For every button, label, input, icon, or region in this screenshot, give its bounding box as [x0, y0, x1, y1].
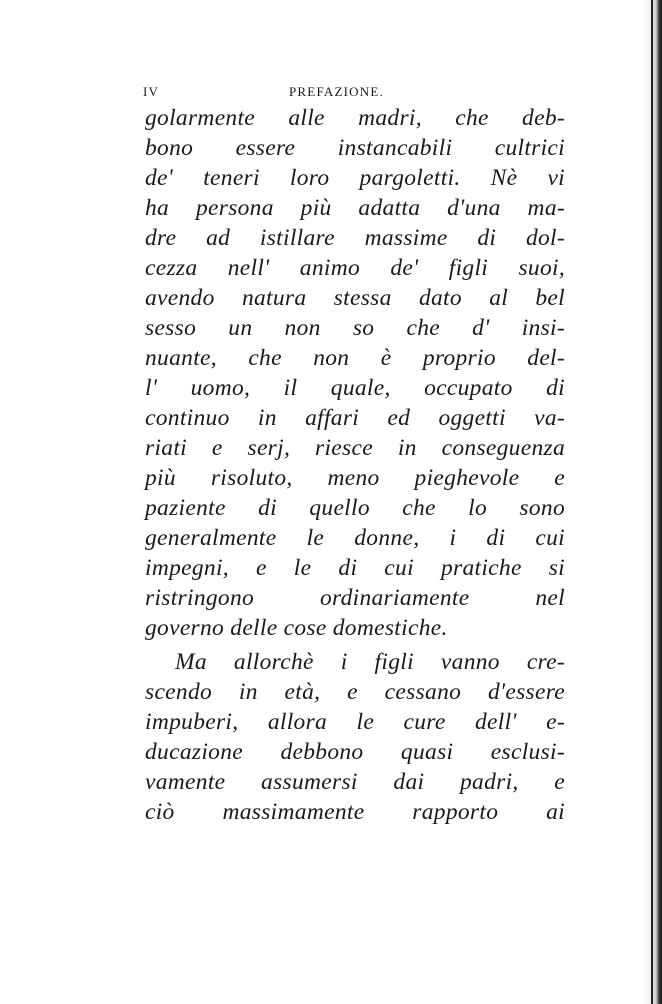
page-edge-line — [651, 0, 653, 1004]
running-head — [143, 84, 563, 104]
paragraph-1 — [145, 103, 565, 643]
page-number: IV — [143, 84, 160, 99]
text-line: avendo natura stessa dato al bel — [145, 285, 565, 311]
text-line: ciò massimamente rapporto ai — [145, 799, 565, 825]
text-line: bono essere instancabili cultrici — [145, 135, 565, 161]
text-line: generalmente le donne, i di cui — [145, 525, 565, 551]
body-text — [145, 103, 565, 827]
text-line: de' teneri loro pargoletti. Nè vi — [145, 165, 565, 191]
text-line: riati e serj, riesce in conseguenza — [145, 435, 565, 461]
text-line: ristringono ordinariamente nel — [145, 585, 565, 611]
text-line: impuberi, allora le cure dell' e- — [145, 709, 565, 735]
running-title: PREFAZIONE. — [289, 84, 384, 99]
text-line: sesso un non so che d' insi- — [145, 315, 565, 341]
text-line: cezza nell' animo de' figli suoi, — [145, 255, 565, 281]
text-line: più risoluto, meno pieghevole e — [145, 465, 565, 491]
paragraph-2 — [145, 647, 565, 827]
text-line: governo delle cose domestiche. — [145, 615, 448, 641]
text-line: vamente assumersi dai padri, e — [145, 769, 565, 795]
text-line: ha persona più adatta d'una ma- — [145, 195, 565, 221]
text-line: ducazione debbono quasi esclusi- — [145, 739, 565, 765]
text-line: impegni, e le di cui pratiche si — [145, 555, 565, 581]
text-line: l' uomo, il quale, occupato di — [145, 375, 565, 401]
text-line: scendo in età, e cessano d'essere — [145, 679, 565, 705]
text-line: Ma allorchè i figli vanno cre- — [175, 649, 565, 675]
text-line: golarmente alle madri, che deb- — [145, 105, 565, 131]
text-line: nuante, che non è proprio del- — [145, 345, 565, 371]
text-line: paziente di quello che lo sono — [145, 495, 565, 521]
text-line: continuo in affari ed oggetti va- — [145, 405, 565, 431]
text-line: dre ad istillare massime di dol- — [145, 225, 565, 251]
